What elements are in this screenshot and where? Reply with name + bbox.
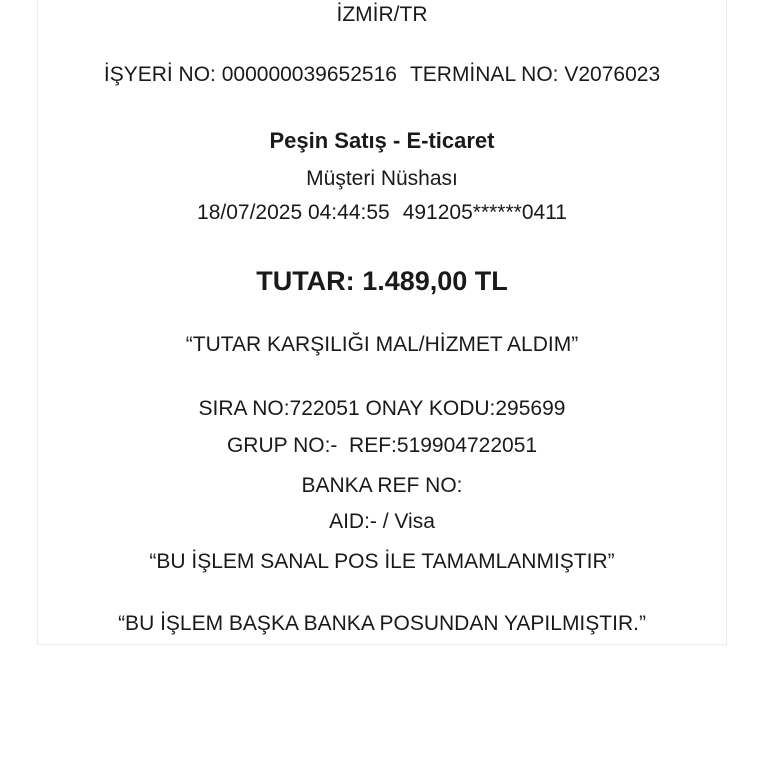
card-number-masked: 491205******0411 <box>402 201 567 224</box>
sale-type-line: Peşin Satış - E-ticaret <box>269 128 495 153</box>
terminal-no-value: V2076023 <box>564 63 661 86</box>
merchant-no-label: İŞYERİ NO: <box>103 63 216 86</box>
merchant-terminal-line <box>38 56 726 94</box>
sira-onay-line: SIRA NO:722051 ONAY KODU:295699 <box>198 397 566 420</box>
aid-line: AID:- / Visa <box>329 510 435 533</box>
merchant-no-value: 000000039652516 <box>221 63 397 86</box>
receipt-card <box>37 0 727 645</box>
acknowledgement-quote: “TUTAR KARŞILIĞI MAL/HİZMET ALDIM” <box>185 333 579 356</box>
copy-type-line: Müşteri Nüshası <box>306 167 458 190</box>
transaction-line <box>38 194 726 232</box>
transaction-datetime: 18/07/2025 04:44:55 <box>197 201 390 224</box>
amount-line <box>38 259 726 303</box>
banka-ref-line: BANKA REF NO: <box>301 474 463 497</box>
terminal-no-label: TERMİNAL NO: <box>409 63 559 86</box>
grup-ref-line: GRUP NO:- REF:519904722051 <box>226 434 538 457</box>
sanal-pos-note: “BU İŞLEM SANAL POS İLE TAMAMLANMIŞTIR” <box>149 550 615 573</box>
amount-label: TUTAR: <box>256 266 355 296</box>
city-line: İZMİR/TR <box>336 3 428 26</box>
amount-value: 1.489,00 TL <box>362 266 508 296</box>
baska-banka-note: “BU İŞLEM BAŞKA BANKA POSUNDAN YAPILMIŞTIR.” <box>118 612 646 635</box>
